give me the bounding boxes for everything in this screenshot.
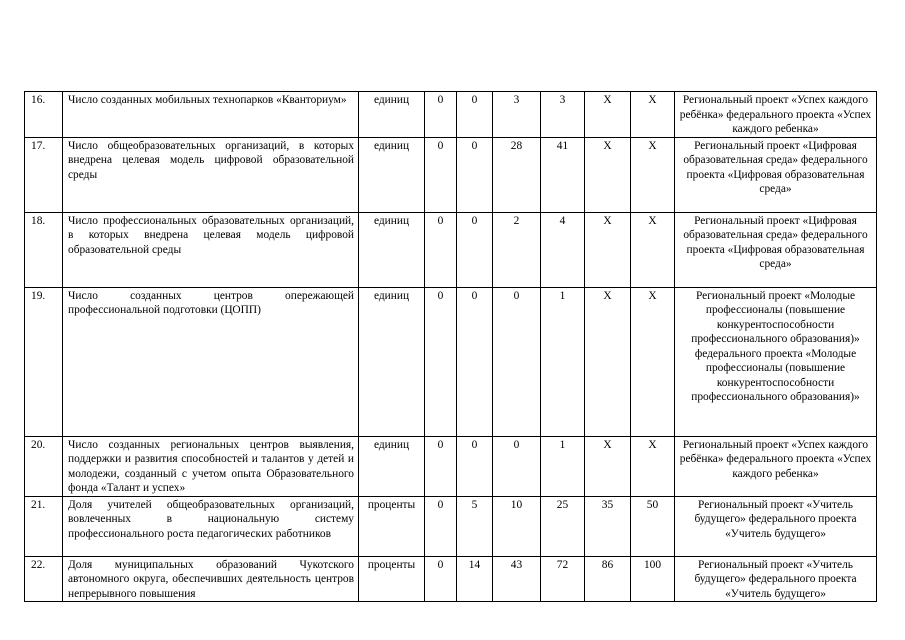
row-number: 18. xyxy=(25,212,63,287)
value-cell: 0 xyxy=(425,556,457,602)
value-cell: Х xyxy=(585,436,631,496)
table-row xyxy=(25,92,877,138)
source-project-cell: Региональный проект «Успех каждого ребёнка» федерального проекта «Успех каждого ребенка» xyxy=(675,92,877,138)
unit-cell: единиц xyxy=(359,92,425,138)
table-row xyxy=(25,556,877,602)
value-cell: 0 xyxy=(457,212,493,287)
value-cell: 5 xyxy=(457,496,493,556)
indicators-table xyxy=(24,91,877,602)
value-cell: 0 xyxy=(425,436,457,496)
value-cell: 41 xyxy=(541,137,585,212)
value-cell: 0 xyxy=(457,137,493,212)
row-number: 20. xyxy=(25,436,63,496)
value-cell: 0 xyxy=(457,92,493,138)
value-cell: 72 xyxy=(541,556,585,602)
value-cell: Х xyxy=(631,212,675,287)
unit-cell: единиц xyxy=(359,137,425,212)
value-cell: 2 xyxy=(493,212,541,287)
value-cell: 35 xyxy=(585,496,631,556)
value-cell: Х xyxy=(585,92,631,138)
source-project-cell: Региональный проект «Успех каждого ребёнка» федерального проекта «Успех каждого ребенка» xyxy=(675,436,877,496)
value-cell: 0 xyxy=(457,436,493,496)
value-cell: 0 xyxy=(425,287,457,436)
source-project-cell: Региональный проект «Цифровая образовательная среда» федерального проекта «Цифровая образовательная среда» xyxy=(675,212,877,287)
source-project-cell: Региональный проект «Молодые профессионалы (повышение конкурентоспособности профессионального образования)» федерального проекта «Молодые профессионалы (повышение конкурентоспособности профессионального образования)» xyxy=(675,287,877,436)
indicator-name: Число созданных центров опережающей профессиональной подготовки (ЦОПП) xyxy=(63,287,359,436)
value-cell: 100 xyxy=(631,556,675,602)
value-cell: 1 xyxy=(541,436,585,496)
unit-cell: проценты xyxy=(359,496,425,556)
row-number: 16. xyxy=(25,92,63,138)
row-number: 21. xyxy=(25,496,63,556)
table-row xyxy=(25,287,877,436)
value-cell: 0 xyxy=(493,287,541,436)
table-row xyxy=(25,212,877,287)
indicator-name: Число общеобразовательных организаций, в которых внедрена целевая модель цифровой образовательной среды xyxy=(63,137,359,212)
value-cell: 0 xyxy=(457,287,493,436)
value-cell: 0 xyxy=(425,212,457,287)
table-row xyxy=(25,137,877,212)
value-cell: 3 xyxy=(493,92,541,138)
value-cell: 0 xyxy=(425,137,457,212)
unit-cell: единиц xyxy=(359,436,425,496)
value-cell: 10 xyxy=(493,496,541,556)
value-cell: Х xyxy=(585,137,631,212)
value-cell: 25 xyxy=(541,496,585,556)
source-project-cell: Региональный проект «Учитель будущего» федерального проекта «Учитель будущего» xyxy=(675,496,877,556)
value-cell: Х xyxy=(631,137,675,212)
row-number: 22. xyxy=(25,556,63,602)
value-cell: Х xyxy=(631,92,675,138)
source-project-cell: Региональный проект «Учитель будущего» федерального проекта «Учитель будущего» xyxy=(675,556,877,602)
value-cell: 43 xyxy=(493,556,541,602)
value-cell: Х xyxy=(631,436,675,496)
value-cell: 86 xyxy=(585,556,631,602)
value-cell: 4 xyxy=(541,212,585,287)
indicator-name: Число профессиональных образовательных организаций, в которых внедрена целевая модель цифровой образовательной среды xyxy=(63,212,359,287)
unit-cell: единиц xyxy=(359,212,425,287)
source-project-cell: Региональный проект «Цифровая образовательная среда» федерального проекта «Цифровая образовательная среда» xyxy=(675,137,877,212)
row-number: 19. xyxy=(25,287,63,436)
unit-cell: проценты xyxy=(359,556,425,602)
value-cell: 0 xyxy=(493,436,541,496)
value-cell: 50 xyxy=(631,496,675,556)
indicator-name: Доля учителей общеобразовательных организаций, вовлеченных в национальную систему профессионального роста педагогических работников xyxy=(63,496,359,556)
value-cell: 28 xyxy=(493,137,541,212)
value-cell: 14 xyxy=(457,556,493,602)
value-cell: 1 xyxy=(541,287,585,436)
table-row xyxy=(25,496,877,556)
table-row xyxy=(25,436,877,496)
row-number: 17. xyxy=(25,137,63,212)
indicator-name: Число созданных мобильных технопарков «Кванториум» xyxy=(63,92,359,138)
indicator-name: Доля муниципальных образований Чукотского автономного округа, обеспечивших деятельность центров непрерывного повышения xyxy=(63,556,359,602)
value-cell: 3 xyxy=(541,92,585,138)
value-cell: Х xyxy=(631,287,675,436)
value-cell: Х xyxy=(585,287,631,436)
indicator-name: Число созданных региональных центров выявления, поддержки и развития способностей и талантов у детей и молодежи, созданный с учетом опыта Образовательного фонда «Талант и успех» xyxy=(63,436,359,496)
value-cell: Х xyxy=(585,212,631,287)
unit-cell: единиц xyxy=(359,287,425,436)
value-cell: 0 xyxy=(425,92,457,138)
value-cell: 0 xyxy=(425,496,457,556)
